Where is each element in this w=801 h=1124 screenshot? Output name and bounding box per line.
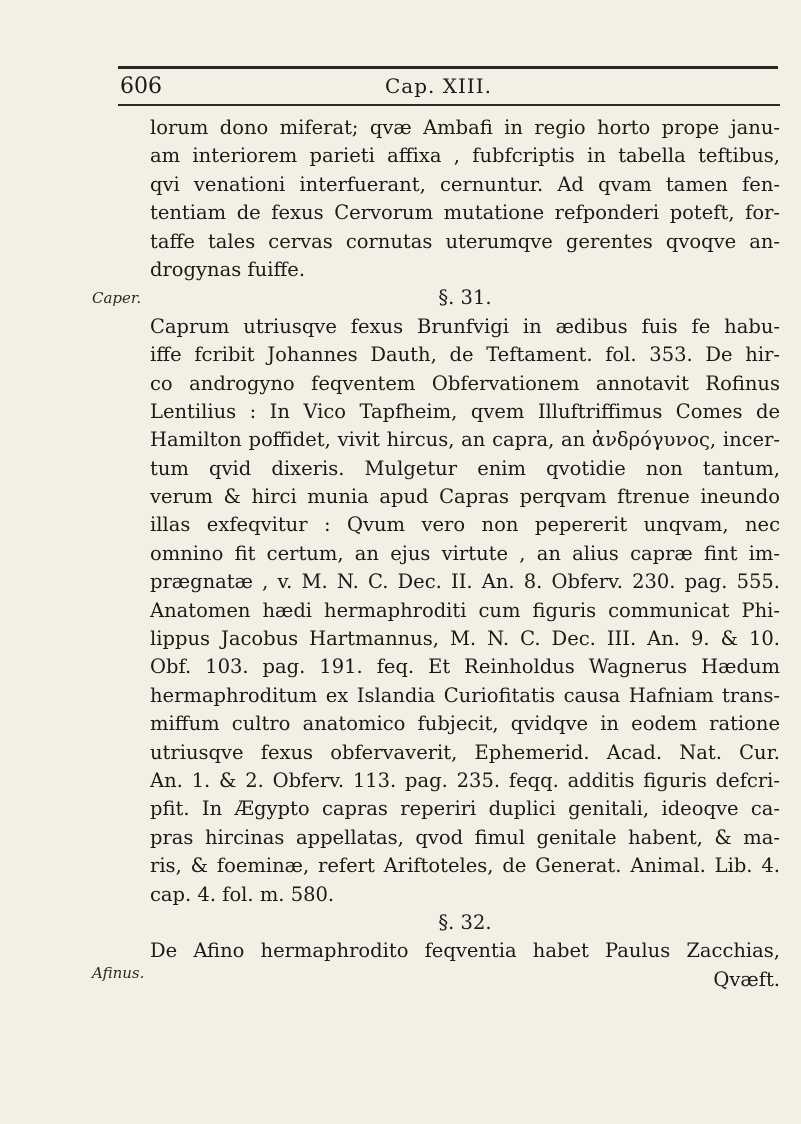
- body-text: [150, 114, 780, 994]
- chapter-heading: Cap. XIII.: [385, 74, 493, 98]
- text-line: tentiam de fexus Cervorum mutatione refponderi poteft, for-: [150, 201, 780, 225]
- text-line: qvi venationi interfuerant, cernuntur. Ad qvam tamen fen-: [150, 172, 780, 196]
- text-line: §. 32.: [438, 910, 492, 934]
- text-line: Qvæft.: [713, 967, 780, 991]
- text-line: hermaphroditum ex Islandia Curiofitatis causa Hafniam trans-: [150, 683, 780, 707]
- text-line: lippus Jacobus Hartmannus, M. N. C. Dec. III. An. 9. & 10.: [150, 627, 780, 651]
- text-line: illas exfeqvitur : Qvum vero non pepererit unqvam, nec: [150, 513, 780, 537]
- text-line: lorum dono miferat; qvæ Ambafi in regio horto prope janu-: [150, 116, 780, 139]
- text-line: drogynas fuiffe.: [150, 257, 306, 281]
- text-line: cap. 4. fol. m. 580.: [150, 882, 335, 906]
- text-line: Lentilius : In Vico Tapfheim, qvem Illuftriffimus Comes de: [150, 399, 780, 423]
- margin-note-asinus: Afinus.: [92, 964, 145, 982]
- text-line: omnino fit certum, an ejus virtute , an alius capræ fint im-: [150, 541, 780, 565]
- text-line: iffe fcribit Johannes Dauth, de Teftament. fol. 353. De hir-: [150, 343, 780, 367]
- margin-note-caper: Caper.: [92, 289, 142, 307]
- text-line: taffe tales cervas cornutas uterumqve gerentes qvoqve an-: [150, 229, 780, 253]
- text-line: §. 31.: [438, 286, 492, 310]
- text-line: am interiorem parieti affixa , fubfcriptis in tabella teftibus,: [150, 144, 780, 168]
- text-line: De Afino hermaphrodito feqventia habet Paulus Zacchias,: [150, 939, 780, 963]
- text-line: Anatomen hædi hermaphroditi cum figuris communicat Phi-: [150, 598, 780, 622]
- text-line: Obf. 103. pag. 191. feq. Et Reinholdus Wagnerus Hædum: [150, 655, 780, 679]
- text-line: Hamilton poffidet, vivit hircus, an capra, an ἀνδρόγυνος, incer-: [150, 428, 780, 452]
- text-line: tum qvid dixeris. Mulgetur enim qvotidie non tantum,: [150, 456, 780, 480]
- text-line: ris, & foeminæ, refert Ariftoteles, de Generat. Animal. Lib. 4.: [150, 854, 780, 878]
- text-line: verum & hirci munia apud Capras perqvam ftrenue ineundo: [150, 485, 780, 509]
- running-header: [120, 74, 770, 108]
- text-line: miffum cultro anatomico fubjecit, qvidqve in eodem ratione: [150, 712, 780, 736]
- text-line: utriusqve fexus obfervaverit, Ephemerid. Acad. Nat. Cur.: [150, 740, 780, 764]
- header-rule: [118, 104, 780, 106]
- text-line: prægnatæ , v. M. N. C. Dec. II. An. 8. Obferv. 230. pag. 555.: [150, 570, 780, 594]
- top-border: [118, 66, 778, 69]
- text-line: co androgyno feqventem Obfervationem annotavit Rofinus: [150, 371, 780, 395]
- text-line: pras hircinas appellatas, qvod fimul genitale habent, & ma-: [150, 825, 780, 849]
- text-line: Caprum utriusqve fexus Brunfvigi in ædibus fuis fe habu-: [150, 314, 780, 338]
- text-line: pfit. In Ægypto capras reperiri duplici genitali, ideoqve ca-: [150, 797, 780, 821]
- text-line: An. 1. & 2. Obferv. 113. pag. 235. feqq. additis figuris defcri-: [150, 768, 780, 792]
- page-number: 606: [120, 74, 162, 99]
